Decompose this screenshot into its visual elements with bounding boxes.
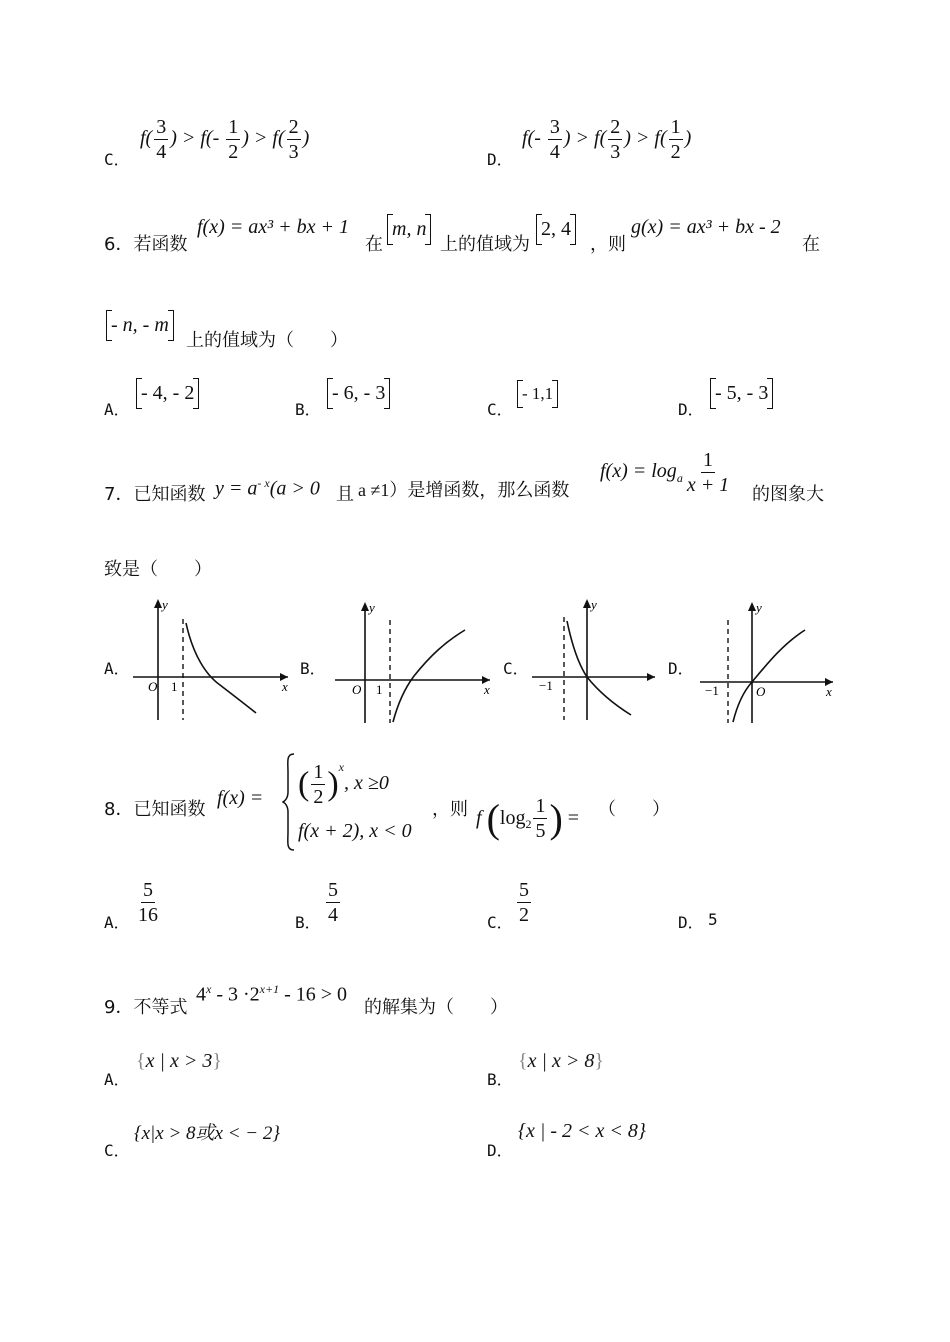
q8-option-b-value: $\frac{5}{4}$ [328,879,338,926]
q8-option-c-label: C． [487,913,513,932]
q5-option-c-expr: f( $\frac{3}{4}$ ) > f(- $\frac{1}{2}$ ) > f( $\frac{2}{3}$ ) [140,116,310,163]
graph-d-y-label: y [756,600,762,615]
graph-b-y-label: y [369,600,375,615]
q8-lhs: f(x) = [217,787,264,809]
q6-option-a-label: A． [104,400,130,419]
q8-option-a-value: $\frac{5}{16}$ [138,879,158,926]
graph-a-origin: O [148,679,158,694]
q6-option-b-value: - 6, - 3 [327,380,390,407]
graph-b-x-label: x [484,682,490,697]
q8-case-1: ( $\frac{1}{2}$ )$^x$, x ≥0 [298,760,389,808]
q8-option-b-label: B． [295,913,321,932]
graph-d-neg-one: −1 [705,683,719,698]
q6-option-c-label: C． [487,400,513,419]
graph-c-neg-one: −1 [539,678,553,693]
q6-range: 2, 4 [536,216,576,243]
q7-option-b-label: B． [300,659,326,678]
q6-text-range: 上的值域为 [440,234,530,255]
q8-case-2: f(x + 2), x < 0 [298,820,412,842]
graph-d-origin: O [756,684,766,699]
q6-interval-neg: - n, - m [106,312,174,339]
q7-graph-d [695,598,840,728]
q6-text-at-2: 在 [802,234,820,255]
q6-number: 6．若函数 [104,234,188,255]
q8-text-then: ，则 [432,799,468,820]
q6-option-c-value: - 1,1 [517,382,558,406]
q8-query: f ($\log_2$ $\frac{1}{5}$ ) = [476,795,580,842]
q9-option-b-value: {x | x > 8} [518,1050,604,1072]
q6-option-b-label: B． [295,400,321,419]
graph-b-curve [393,630,465,722]
q7-f-expr: $f(x) = \log_a$ $\frac{1}{x + 1}$ [600,449,730,496]
graph-a-curve [186,623,256,713]
q7-text-roughly: 致是（ ） [104,559,212,580]
graph-c-curve [567,621,631,715]
q6-text-then: ，则 [590,234,626,255]
graph-a-one: 1 [171,679,178,694]
q6-f-expr: f(x) = ax³ + bx + 1 [197,216,349,238]
graph-a-y-label: y [162,597,168,612]
q8-option-a-label: A． [104,913,130,932]
q6-text-range-2: 上的值域为（ ） [186,330,348,351]
q9-option-b-label: B． [487,1070,513,1089]
graph-d-curve [733,630,805,722]
q6-option-d-label: D． [678,400,704,419]
graph-b-one: 1 [376,682,383,697]
q9-inequality: $4^x - 3 \cdot 2^{x+1} - 16 > 0$ [196,982,348,1006]
q7-option-d-label: D． [668,659,694,678]
q6-option-a-value: - 4, - 2 [136,380,199,407]
q8-option-d-label: D． [678,913,704,932]
q5-option-d-expr: f(- $\frac{3}{4}$ ) > f( $\frac{2}{3}$ ) > f( $\frac{1}{2}$ ) [522,116,692,163]
q7-option-a-label: A． [104,659,130,678]
q8-number: 8．已知函数 [104,799,206,820]
q5-option-c-label: C． [104,150,130,169]
q7-text-graph: 的图象大 [752,484,824,505]
q9-option-d-value: {x | - 2 < x < 8} [518,1120,646,1142]
q7-option-c-label: C． [503,659,529,678]
q7-graph-a [128,595,298,725]
graph-c-y-label: y [591,597,597,612]
q9-option-a-label: A． [104,1070,130,1089]
graph-b-origin: O [352,682,362,697]
q7-y-expr: $y = a^{- x}(a > 0$ [215,476,320,500]
q7-number: 7．已知函数 [104,484,206,505]
q8-brace [282,752,296,852]
q8-option-c-value: $\frac{5}{2}$ [519,879,529,926]
q9-option-c-label: C． [104,1141,130,1160]
q6-g-expr: g(x) = ax³ + bx - 2 [631,216,781,238]
q6-text-at: 在 [365,234,383,255]
graph-a-x-label: x [282,679,288,694]
q9-number: 9．不等式 [104,997,188,1018]
graph-d-x-label: x [826,684,832,699]
q5-option-d-label: D． [487,150,513,169]
q6-option-d-value: - 5, - 3 [710,380,773,407]
q7-graph-b [330,598,500,728]
q9-option-d-label: D． [487,1141,513,1160]
q7-graph-c [527,595,662,725]
q7-cond2: a ≠1）是增函数，那么函数 [358,480,570,500]
q7-text-and: 且 [336,484,354,505]
q9-text-solution: 的解集为（ ） [364,997,508,1018]
q9-option-a-value: {x | x > 3} [136,1050,222,1072]
q6-interval-mn: m, n [387,216,431,243]
q9-option-c-value: {x|x > 8或x < − 2} [134,1123,280,1144]
q8-text-blank: （ ） [598,799,670,820]
q8-option-d-value: 5 [708,910,718,929]
